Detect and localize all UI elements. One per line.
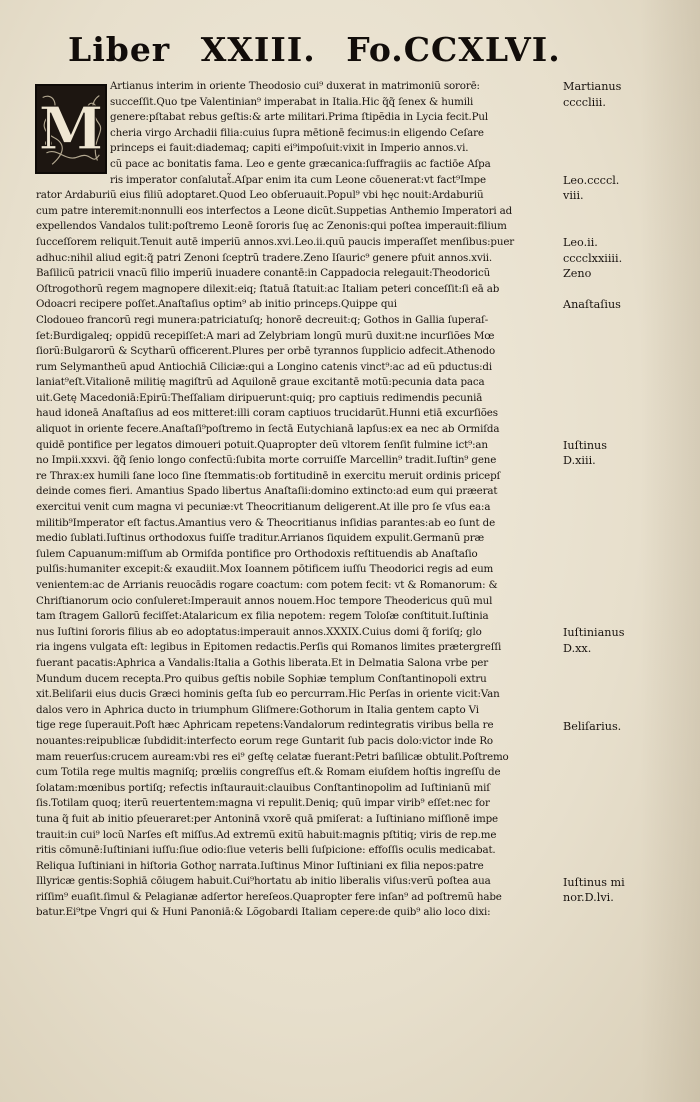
text-line: Chriſtianorum ocio conſuleret:Imperauit annos nouem.Hoc tempore Theodericus quũ mul xyxy=(36,594,493,607)
text-line: batur.Ei⁹tpe Vngri qui & Huni Panoniā:& Lõgobardi Italiam cepere:de quib⁹ alio loco dixi: xyxy=(36,906,491,919)
margin-note: Leo.ii. xyxy=(563,236,598,249)
text-line: deinde comes fieri. Amantius Spado libertus Anaſtaſii:domino extincto:ad eum qui præerat xyxy=(36,485,498,498)
text-line: cũ pace ac bonitatis fama. Leo e gente græcanica:ſuffragiis ac factiōe Aſpa xyxy=(110,157,491,170)
text-line: Reliqua Iuſtiniani in hiſtoria Gothoɽ narrata.Iuſtinus Minor Iuſtiniani ex filia nepos:patre xyxy=(36,859,484,872)
text-line: ſiorũ:Bulgarorũ & Scytharũ officerent.Plures per orbē tyrannos ſupplicio adfecit.Athenodo xyxy=(36,345,496,358)
text-line: ſulem Capuanum:miſſum ab Ormiſda pontifice pro Orthodoxis reſtituendis ab Anaſtaſio xyxy=(36,547,478,560)
text-line: princeps ei fauit:diademaq; capiti ei⁹impoſuit:vixit in Imperio annos.vi. xyxy=(110,142,469,155)
margin-note: viii. xyxy=(563,189,584,203)
text-line: cheria virgo Archadii filia:cuius ſupra mētionē fecimus:in eligendo Ceſare xyxy=(110,126,484,139)
text-line: Illyricæ gentis:Sophiā cōiugem habuit.Cui⁹hortatu ab initio liberalis viſus:verũ poſtea aua xyxy=(36,875,491,888)
text-line: exercitui venit cum magna vi pecuniæ:vt Theocritianum deligerent.At ille pro ſe vſus ea:a xyxy=(36,501,491,514)
margin-note: Leo.ccccl. xyxy=(563,173,620,187)
text-line: militib⁹Imperator eſt factus.Amantius vero & Theocritianus inſidias parantes:ab eo ſunt de xyxy=(36,516,496,529)
text-line: mam reuerſus:crucem auream:vbi res ei⁹ geſtę celatæ fuerant:Petri baſilicæ obtulit.Poſtremo xyxy=(36,750,509,763)
text-line: Clodoueo francorũ regi munera:patriciatuſq; honorē decreuit:q; Gothos in Gallia ſuperaſ- xyxy=(36,313,489,326)
margin-note: Beliſarius. xyxy=(563,719,622,733)
text-line: tam ſtragem Gallorũ feciſſet:Atalaricum ex filia nepotem: regem Toloſæ conſtituit.Iuſtinia xyxy=(36,610,489,623)
text-line: ſolatam:mœnibus portiſq; refectis inſtaurauit:clauibus Conſtantinopolim ad Iuſtinianũ miſ xyxy=(36,781,490,794)
text-line: Mundum ducem recepta.Pro quibus geſtis nobile Sophiæ templum Conſtantinopoli extru xyxy=(36,672,487,685)
body-text xyxy=(36,79,560,921)
page-header xyxy=(68,30,588,74)
margin-note: Iuſtinus xyxy=(563,438,607,452)
text-line: nus Iuſtini ſororis filius ab eo adoptatus:imperauit annos.XXXIX.Cuius domi q̃ foriſq; glo xyxy=(36,625,482,638)
margin-note: nor.D.lvi. xyxy=(563,891,614,905)
text-line: tuna q̃ fuit ab initio pſeueraret:per Antoninā vxorē quā pmiſerat: a Iuſtiniano miſſionē impe xyxy=(36,812,498,825)
text-line: quidē pontifice per legatos dimoueri potuit.Quapropter deũ vltorem ſenſit fulmine ict⁹:an xyxy=(36,438,488,451)
text-line: ſet:Burdigaleq; oppidũ recepiſſet:A mari ad Zelybriam longũ murũ duxit:ne incurſiões Mœ xyxy=(36,329,495,342)
text-line: Odoacri recipere poſſet.Anaſtaſius optim⁹ ab initio princeps.Quippe qui xyxy=(36,298,397,311)
text-line: ris imperator conſalutat̃.Aſpar enim ita cum Leone cōuenerat:vt fact⁹Impe xyxy=(110,173,486,186)
margin-note: D.xx. xyxy=(563,641,592,655)
margin-note: D.xiii. xyxy=(563,454,596,468)
text-line: uit.Getę Macedoniā:Epirũ:Theſſaliam diripuerunt:quiq; pro captiuis redimendis pecuniā xyxy=(36,391,483,404)
header-book: Liber xyxy=(68,30,171,69)
text-line: Artianus interim in oriente Theodosio cui⁹ duxerat in matrimoniũ sororē: xyxy=(110,80,480,92)
margin-note: cccclxxiiii. xyxy=(563,251,623,265)
text-line: riſſim⁹ euaſit.ſimul & Pelagianæ adſertor hereſeos.Quapropter fere inſan⁹ ad poſtremũ habe xyxy=(36,890,502,903)
margin-note: Martianus xyxy=(563,80,622,93)
text-line: expellendos Vandalos tulit:poſtremo Leonē ſororis ſuę ac Zenonis:qui poſtea imperauit:filium xyxy=(36,220,507,233)
text-line: rator Ardaburiũ eius filiũ adoptaret.Quod Leo obſeruauit.Popul⁹ vbi hęc nouit:Ardaburiũ xyxy=(36,189,484,202)
header-folio: Fo.CCXLVI. xyxy=(346,30,561,69)
text-line: Oſtrogothorũ regem magnopere dilexit:eiq; ſtatuā ſtatuit:ac Italiam peteri conceſſit:ſi eā ab xyxy=(36,282,500,295)
text-line: medio ſublati.Iuſtinus orthodoxus fuiſſe traditur.Arrianos ſiquidem expulit.Germanũ præ xyxy=(36,532,485,545)
text-line: no Impii.xxxvi. q̃q̃ ſenio longo confectũ:ſubita morte corruiſſe Marcellin⁹ tradit.Iuſtin⁹ gene xyxy=(36,454,497,467)
text-line: trauit:in cui⁹ locũ Narſes eſt miſſus.Ad extremũ exitũ habuit:magnis pſtitiq; viris de rep.me xyxy=(36,828,497,841)
margin-note: ccccliii. xyxy=(563,95,606,109)
text-line: Baſilicũ patricii vnacũ filio imperiũ inuadere conantē:in Cappadocia relegauit:Theodoricũ xyxy=(36,267,491,280)
margin-note: Iuſtinus mi xyxy=(563,875,625,889)
margin-note: Anaſtaſius xyxy=(563,298,621,312)
text-line: cum patre interemit:nonnulli eos interfectos a Leone dicũt.Suppetias Anthemio Imperatori ad xyxy=(36,204,513,217)
text-line: succeſſit.Quo tpe Valentinian⁹ imperabat in Italia.Hic q̃q̃ ſenex & humili xyxy=(110,95,474,108)
initial-letter: M xyxy=(38,93,104,164)
text-line: nouantes:reipublicæ ſubdidit:interfecto eorum rege Guntarit ſub pacis dolo:victor inde Ro xyxy=(36,734,493,747)
text-line: xit.Beliſarii eius ducis Græci hominis geſta ſub eo percurram.Hic Perſas in oriente vicit:Van xyxy=(36,688,500,701)
text-line: re Thrax:ex humili ſane loco ſine ſtemmatis:ob fortitudinē in exercitu meruit ordinis pricepſ xyxy=(36,469,501,482)
text-line: haud idoneā Anaſtaſius ad eos mitteret:illi coram captiuos trucidarũt.Hunni etiā excurſiões xyxy=(36,407,498,420)
text-line: tige rege ſuperauit.Poſt hæc Aphricam repetens:Vandalorum redintegratis viribus bella re xyxy=(36,719,494,732)
text-line: dalos vero in Aphrica ducto in triumphum Gliſmere:Gothorum in Italia gentem capto Vi xyxy=(36,703,479,716)
header-number: XXIII. xyxy=(200,30,316,69)
text-line: ria ingens vulgata eſt: legibus in Epitomen redactis.Perſis qui Romanos limites prætergreſſi xyxy=(36,641,502,654)
text-line: cum Totila rege multis magniſq; prœliis congreſſus eſt.& Romam eiuſdem hoſtis ingreſſu de xyxy=(36,766,501,779)
text-line: ritis cōmunē:Iuſtiniani iuſſu:ſiue odio:ſiue veteris belli ſuſpicione: effoſſis oculis medicabat. xyxy=(36,844,496,857)
text-line: ſucceſſorem reliquit.Tenuit autē imperiũ annos.xvi.Leo.ii.quũ paucis imperaſſet menſibus:puer xyxy=(36,235,515,248)
margin-note: Zeno xyxy=(563,267,592,281)
text-line: ſis.Totilam quoq; iterũ reuertentem:magna vi repulit.Deniq; quũ impar virib⁹ eſſet:nec for xyxy=(36,797,490,810)
text-line: laniat⁹eſt.Vitalionē militię magiſtrũ ad Aquilonē graue excitantē motũ:pecunia data paca xyxy=(36,376,485,389)
text-line: aliquot in oriente fecere.Anaſtaſi⁹poſtremo in ſectā Eutychianā lapſus:ex ea nec ab Ormiſda xyxy=(36,423,500,436)
paper-edge-shading xyxy=(640,0,700,1102)
text-line: venientem:ac de Arrianis reuocādis rogare coactum: com potem fecit: vt & Romanorum: & xyxy=(36,579,498,591)
text-line: genere:pſtabat rebus geſtis:& arte militari.Prima ſtipẽdia in Lycia fecit.Pul xyxy=(110,111,488,124)
margin-note: Iuſtinianus xyxy=(563,626,625,639)
text-line: adhuc:nihil aliud egit:q̃ patri Zenoni ſceptrũ tradere.Zeno Iſauric⁹ genere pfuit annos.xvii. xyxy=(36,251,493,264)
text-line: fuerant pacatis:Aphrica a Vandalis:Italia a Gothis liberata.Et in Delmatia Salona vrbe per xyxy=(36,656,488,669)
text-line: rum Selymantheũ apud Antiochiā Ciliciæ:qui a Longino catenis vinct⁹:ac ad eũ pductus:di xyxy=(36,360,492,373)
text-line: pulſis:humaniter excepit:& exaudiit.Mox Ioannem pōtificem iuſſu Theodorici regis ad eum xyxy=(36,563,494,576)
